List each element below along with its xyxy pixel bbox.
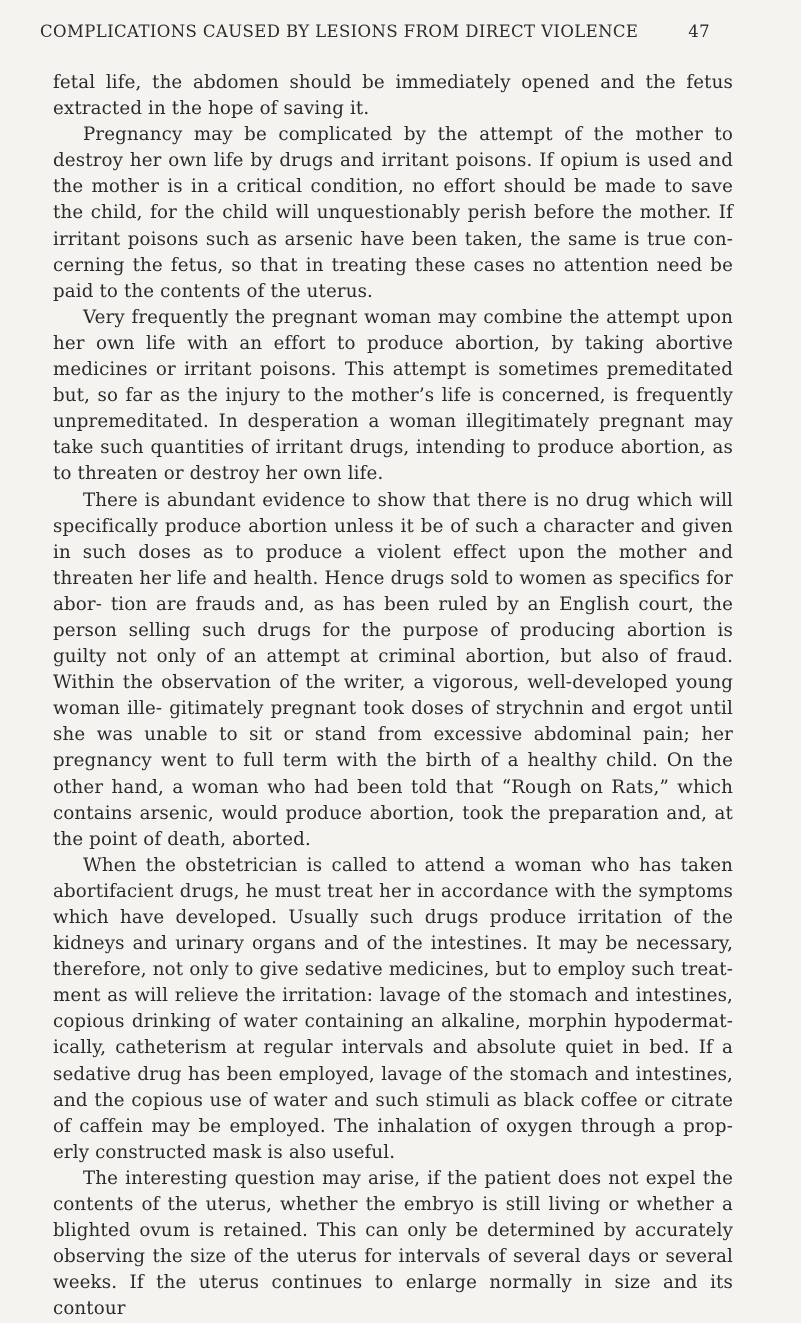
paragraph-abortifacient-evidence: There is abundant evidence to show that there is no drug which will specifically produce abortion unless it be of such a character and given in such doses as to produce a violent effect upon the mother and threaten her life and health. Hence drugs sold to women as specifics for abor- tion are frauds and, as has been ruled by an English court, the person selling such drugs for the purpose of producing abortion is guilty not only of an attempt at criminal abortion, but also of fraud. Within the observation of the writer, a vigorous, well-developed young woman ille- gitimately pregnant took doses of strychnin and ergot until she was unable to sit or stand from excessive abdominal pain; her pregnancy went to full term with the birth of a healthy child. On the other hand, a woman who had been told that “Rough on Rats,” which contains arsenic, would produce abortion, took the preparation and, at the point of death, aborted. [53,489,733,850]
paragraph-interesting-question: The interesting question may arise, if the patient does not expel the contents of the uterus, whether the embryo is still living or whether a blighted ovum is retained. This can only be determined by accurately observing the size of the uterus for intervals of several days or several weeks. If the uterus continues to enlarge normally in size and its contour [53,1167,733,1320]
page-body [53,70,733,1323]
page-number: 47 [688,22,710,41]
paragraph-combined-attempt: Very frequently the pregnant woman may combine the attempt upon her own life with an effort to produce abortion, by taking abortive medicines or irritant poisons. This attempt is sometimes premeditated but, so far as the injury to the mother’s life is concerned, is frequently unpremeditated. In desperation a woman illegitimately pregnant may take such quantities of irritant drugs, intending to produce abortion, as to threaten or destroy her own life. [53,306,733,485]
running-title: COMPLICATIONS CAUSED BY LESIONS FROM DIRECT VIOLENCE [40,22,639,41]
paragraph-treatment: When the obstetrician is called to attend a woman who has taken abortifacient drugs, he must treat her in accordance with the symptoms which have developed. Usually such drugs produce irritation of the kidneys and urinary organs and of the intestines. It may be necessary, therefore, not only to give sedative medicines, but to employ such treat- ment as will relieve the irritation: lavage of the stomach and intestines, copious drinking of water containing an alkaline, morphin hypodermat- ically, catheterism at regular intervals and absolute quiet in bed. If a sedative drug has been employed, lavage of the stomach and intestines, and the copious use of water and such stimuli as black coffee or citrate of caffein may be employed. The inhalation of oxygen through a prop- erly constructed mask is also useful. [53,854,733,1163]
running-header [40,22,710,41]
paragraph-suicide-attempt: Pregnancy may be complicated by the attempt of the mother to destroy her own life by drugs and irritant poisons. If opium is used and the mother is in a critical condition, no effort should be made to save the child, for the child will unquestionably perish before the mother. If irritant poisons such as arsenic have been taken, the same is true con- cerning the fetus, so that in treating these cases no attention need be paid to the contents of the uterus. [53,124,733,302]
paragraph-continuation: fetal life, the abdomen should be immediately opened and the fetus extracted in the hope of saving it. [53,72,733,120]
